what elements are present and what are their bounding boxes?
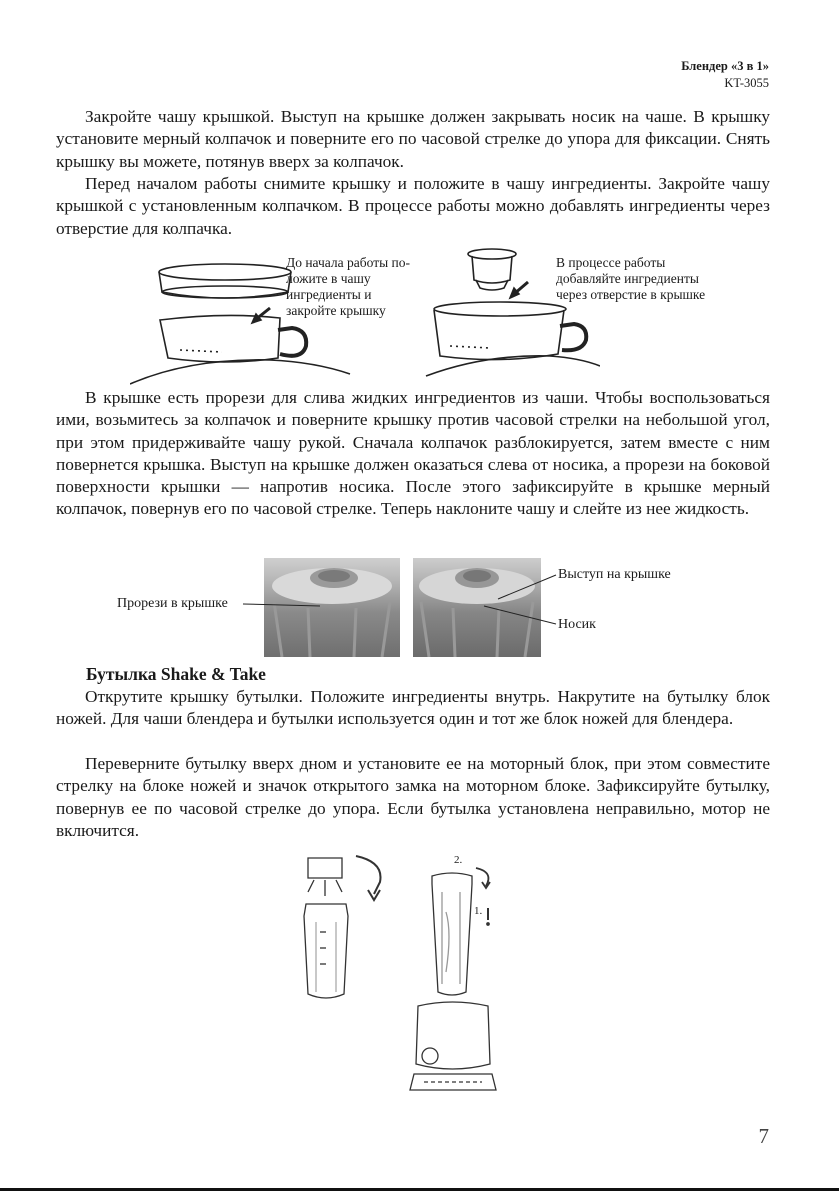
paragraph-before-start: Перед началом работы снимите крышку и положите в чашу ингредиенты. Закройте чашу крышкой с установленным колпачком. В процессе работы можно добавлять ингредиенты через отверстие для колпачка. [56,174,770,238]
caption-before-start: До начала работы по- ложите в чашу ингредиенты и закройте крышку [286,255,411,318]
paragraph-bottle-install: Переверните бутылку вверх дном и установите ее на моторный блок, при этом совместите стрелку на блоке ножей и значок открытого замка на моторном блоке. Зафиксируйте бутылку, повернув ее по часовой стрелке до упора. Если бутылка установлена неправильно, мотор не включится. [56,754,770,840]
step-label-1: 1. [474,905,483,917]
label-lid-tab: Выступ на крышке [558,567,671,582]
page-header [681,58,769,92]
label-lid-slots: Прорези в крышке [117,596,228,611]
page-number: 7 [758,1124,769,1148]
paragraph-lid-closing: Закройте чашу крышкой. Выступ на крышке должен закрывать носик на чаше. В крышку установите мерный колпачок и поверните его по часовой стрелке до упора для фиксации. Снять крышку вы можете, потянув вверх за колпачок. [56,107,770,171]
paragraph-draining: В крышке есть прорези для слива жидких ингредиентов из чаши. Чтобы воспользоваться ими, возьмитесь за колпачок и поверните крышку против часовой стрелки на небольшой угол, при этом придерживайте чашу рукой. Сначала колпачок разблокируется, затем вместе с ним повернется крышка. Выступ на крышке должен оказаться слева от носика, а прорези на боковой поверхности крышки — напротив носика. После этого зафиксируйте в крышке мерный колпачок, повернув его по часовой стрелке. Теперь наклоните чашу и слейте из нее жидкость. [56,388,770,519]
paragraph-bottle-prepare: Открутите крышку бутылки. Положите ингредиенты внутрь. Накрутите на бутылку блок ножей. Для чаши блендера и бутылки используется один и тот же блок ножей для блендера. [56,687,770,729]
section-heading: Бутылка Shake & Take [86,664,266,684]
bottle-assembly-illustration [296,852,536,1102]
step-label-2: 2. [454,854,463,866]
photo-callout-lines [0,560,839,630]
header-model: KT-3055 [724,76,769,90]
label-spout: Носик [558,617,596,632]
header-title: Блендер «3 в 1» [681,59,769,73]
caption-during-work: В процессе работы добавляйте ингредиенты через отверстие в крышке [556,255,706,302]
